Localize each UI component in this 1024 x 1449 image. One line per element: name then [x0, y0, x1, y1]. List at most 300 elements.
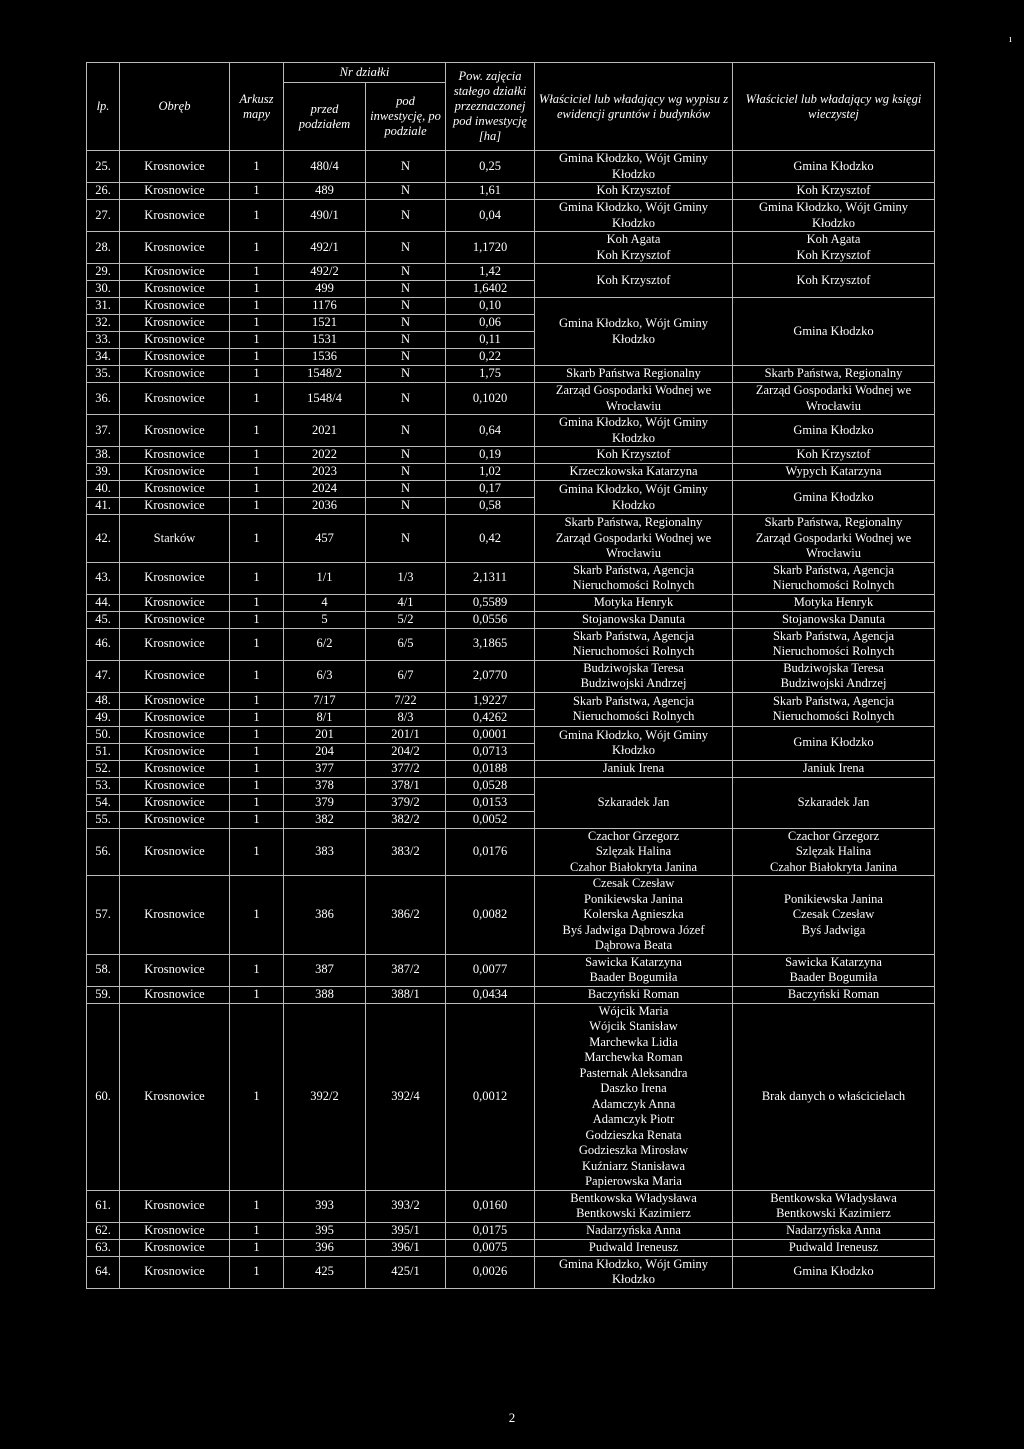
cell-wlasciciel-ksiega: Brak danych o właścicielach [733, 1003, 935, 1190]
header-obreb: Obręb [120, 63, 230, 151]
cell-pod-inwestycje: N [366, 415, 446, 447]
cell-wlasciciel-ksiega: Pudwald Ireneusz [733, 1239, 935, 1256]
cell-pod-inwestycje: 382/2 [366, 811, 446, 828]
cell-wlasciciel-ksiega: Koh Krzysztof [733, 447, 935, 464]
cell-arkusz: 1 [230, 709, 284, 726]
cell-arkusz: 1 [230, 464, 284, 481]
cell-pod-inwestycje: N [366, 349, 446, 366]
cell-przed-podzialem: 1/1 [284, 562, 366, 594]
table-row [87, 954, 935, 986]
cell-arkusz: 1 [230, 298, 284, 315]
table-row [87, 481, 935, 498]
cell-pow: 0,0075 [446, 1239, 535, 1256]
cell-pow: 1,9227 [446, 692, 535, 709]
cell-przed-podzialem: 1521 [284, 315, 366, 332]
cell-lp: 40. [87, 481, 120, 498]
cell-wlasciciel-ksiega: Czachor Grzegorz Szlęzak Halina Czahor Białokryta Janina [733, 828, 935, 876]
cell-arkusz: 1 [230, 332, 284, 349]
cell-pod-inwestycje: N [366, 332, 446, 349]
cell-przed-podzialem: 386 [284, 876, 366, 955]
cell-obreb: Krosnowice [120, 562, 230, 594]
cell-pow: 1,61 [446, 183, 535, 200]
cell-obreb: Krosnowice [120, 1239, 230, 1256]
cell-pod-inwestycje: N [366, 366, 446, 383]
cell-wlasciciel-ewidencja: Koh Krzysztof [535, 447, 733, 464]
table-row [87, 383, 935, 415]
cell-wlasciciel-ksiega: Koh Agata Koh Krzysztof [733, 232, 935, 264]
cell-arkusz: 1 [230, 447, 284, 464]
cell-wlasciciel-ewidencja: Bentkowska Władysława Bentkowski Kazimierz [535, 1190, 733, 1222]
cell-arkusz: 1 [230, 760, 284, 777]
cell-arkusz: 1 [230, 264, 284, 281]
cell-pow: 0,64 [446, 415, 535, 447]
cell-pow: 0,0012 [446, 1003, 535, 1190]
cell-arkusz: 1 [230, 660, 284, 692]
cell-obreb: Krosnowice [120, 594, 230, 611]
cell-pod-inwestycje: 393/2 [366, 1190, 446, 1222]
cell-arkusz: 1 [230, 481, 284, 498]
cell-pod-inwestycje: N [366, 264, 446, 281]
cell-pod-inwestycje: N [366, 464, 446, 481]
cell-obreb: Krosnowice [120, 415, 230, 447]
cell-pow: 1,6402 [446, 281, 535, 298]
cell-wlasciciel-ewidencja: Nadarzyńska Anna [535, 1222, 733, 1239]
cell-przed-podzialem: 378 [284, 777, 366, 794]
cell-wlasciciel-ewidencja: Wójcik Maria Wójcik Stanisław Marchewka Lidia Marchewka Roman Pasternak Aleksandra Daszko Irena Adamczyk Anna Adamczyk Piotr Godzieszka Renata Godzieszka Mirosław Kuźniarz Stanisława Papierowska Maria [535, 1003, 733, 1190]
cell-pow: 2,1311 [446, 562, 535, 594]
cell-obreb: Krosnowice [120, 1190, 230, 1222]
cell-wlasciciel-ksiega: Skarb Państwa, Regionalny [733, 366, 935, 383]
cell-lp: 44. [87, 594, 120, 611]
cell-przed-podzialem: 1548/4 [284, 383, 366, 415]
cell-przed-podzialem: 395 [284, 1222, 366, 1239]
header-przed-podzialem: przed podziałem [284, 83, 366, 151]
header-arkusz: Arkusz mapy [230, 63, 284, 151]
cell-wlasciciel-ksiega: Stojanowska Danuta [733, 611, 935, 628]
cell-przed-podzialem: 492/1 [284, 232, 366, 264]
table-row [87, 183, 935, 200]
cell-wlasciciel-ksiega: Gmina Kłodzko [733, 415, 935, 447]
cell-arkusz: 1 [230, 743, 284, 760]
table-row [87, 1222, 935, 1239]
cell-pod-inwestycje: N [366, 498, 446, 515]
cell-arkusz: 1 [230, 1222, 284, 1239]
cell-pow: 3,1865 [446, 628, 535, 660]
table-row [87, 562, 935, 594]
cell-wlasciciel-ewidencja: Skarb Państwa Regionalny [535, 366, 733, 383]
cell-obreb: Krosnowice [120, 986, 230, 1003]
cell-pod-inwestycje: N [366, 315, 446, 332]
cell-pow: 0,0176 [446, 828, 535, 876]
cell-przed-podzialem: 489 [284, 183, 366, 200]
cell-pod-inwestycje: 201/1 [366, 726, 446, 743]
cell-pow: 0,0434 [446, 986, 535, 1003]
cell-pod-inwestycje: 386/2 [366, 876, 446, 955]
cell-arkusz: 1 [230, 562, 284, 594]
table-row [87, 447, 935, 464]
cell-przed-podzialem: 383 [284, 828, 366, 876]
table-row [87, 611, 935, 628]
cell-pow: 0,58 [446, 498, 535, 515]
cell-obreb: Krosnowice [120, 726, 230, 743]
cell-przed-podzialem: 480/4 [284, 151, 366, 183]
cell-pow: 0,0713 [446, 743, 535, 760]
cell-przed-podzialem: 387 [284, 954, 366, 986]
cell-pow: 0,0175 [446, 1222, 535, 1239]
table-row [87, 1190, 935, 1222]
cell-pod-inwestycje: 377/2 [366, 760, 446, 777]
cell-obreb: Krosnowice [120, 794, 230, 811]
cell-pow: 0,0077 [446, 954, 535, 986]
cell-arkusz: 1 [230, 349, 284, 366]
cell-wlasciciel-ewidencja: Koh Krzysztof [535, 183, 733, 200]
cell-pod-inwestycje: 387/2 [366, 954, 446, 986]
cell-wlasciciel-ewidencja: Budziwojska Teresa Budziwojski Andrzej [535, 660, 733, 692]
cell-obreb: Krosnowice [120, 611, 230, 628]
cell-wlasciciel-ksiega: Koh Krzysztof [733, 183, 935, 200]
cell-wlasciciel-ewidencja: Gmina Kłodzko, Wójt Gminy Kłodzko [535, 151, 733, 183]
table-row [87, 876, 935, 955]
cell-wlasciciel-ksiega: Gmina Kłodzko [733, 481, 935, 515]
cell-wlasciciel-ewidencja: Gmina Kłodzko, Wójt Gminy Kłodzko [535, 481, 733, 515]
table-row [87, 726, 935, 743]
cell-przed-podzialem: 499 [284, 281, 366, 298]
cell-pow: 0,0153 [446, 794, 535, 811]
cell-obreb: Krosnowice [120, 447, 230, 464]
cell-obreb: Krosnowice [120, 811, 230, 828]
cell-obreb: Krosnowice [120, 1222, 230, 1239]
cell-arkusz: 1 [230, 628, 284, 660]
cell-obreb: Krosnowice [120, 232, 230, 264]
parcel-table [86, 62, 935, 1289]
cell-pod-inwestycje: N [366, 200, 446, 232]
header-wlasciciel-ksiega: Właściciel lub władający wg księgi wieczystej [733, 63, 935, 151]
page-number: 2 [508, 1410, 516, 1425]
cell-pow: 0,25 [446, 151, 535, 183]
cell-pow: 0,0188 [446, 760, 535, 777]
cell-wlasciciel-ksiega: Gmina Kłodzko [733, 1256, 935, 1288]
cell-pod-inwestycje: N [366, 447, 446, 464]
cell-pow: 0,0528 [446, 777, 535, 794]
cell-lp: 53. [87, 777, 120, 794]
cell-lp: 48. [87, 692, 120, 709]
cell-pow: 0,5589 [446, 594, 535, 611]
table-row [87, 200, 935, 232]
cell-arkusz: 1 [230, 151, 284, 183]
cell-wlasciciel-ewidencja: Pudwald Ireneusz [535, 1239, 733, 1256]
cell-wlasciciel-ewidencja: Gmina Kłodzko, Wójt Gminy Kłodzko [535, 415, 733, 447]
cell-przed-podzialem: 8/1 [284, 709, 366, 726]
cell-lp: 59. [87, 986, 120, 1003]
cell-lp: 56. [87, 828, 120, 876]
header-pow: Pow. zajęcia stałego działki przeznaczonej pod inwestycję [ha] [446, 63, 535, 151]
cell-obreb: Krosnowice [120, 264, 230, 281]
cell-obreb: Krosnowice [120, 332, 230, 349]
cell-obreb: Krosnowice [120, 151, 230, 183]
cell-obreb: Krosnowice [120, 481, 230, 498]
cell-lp: 61. [87, 1190, 120, 1222]
cell-wlasciciel-ksiega: Gmina Kłodzko, Wójt Gminy Kłodzko [733, 200, 935, 232]
cell-lp: 28. [87, 232, 120, 264]
cell-lp: 38. [87, 447, 120, 464]
cell-pod-inwestycje: 425/1 [366, 1256, 446, 1288]
cell-przed-podzialem: 1548/2 [284, 366, 366, 383]
cell-przed-podzialem: 1531 [284, 332, 366, 349]
cell-pod-inwestycje: 392/4 [366, 1003, 446, 1190]
cell-pow: 0,04 [446, 200, 535, 232]
header-nr-dzialki: Nr działki [284, 63, 446, 83]
table-row [87, 692, 935, 709]
cell-wlasciciel-ewidencja: Skarb Państwa, Agencja Nieruchomości Rolnych [535, 692, 733, 726]
cell-arkusz: 1 [230, 383, 284, 415]
cell-pod-inwestycje: N [366, 151, 446, 183]
table-body [87, 151, 935, 1289]
cell-arkusz: 1 [230, 876, 284, 955]
cell-pod-inwestycje: 388/1 [366, 986, 446, 1003]
table-row [87, 298, 935, 315]
cell-wlasciciel-ewidencja: Gmina Kłodzko, Wójt Gminy Kłodzko [535, 1256, 733, 1288]
cell-wlasciciel-ksiega: Motyka Henryk [733, 594, 935, 611]
cell-obreb: Krosnowice [120, 464, 230, 481]
cell-pow: 0,10 [446, 298, 535, 315]
cell-pow: 0,0556 [446, 611, 535, 628]
cell-wlasciciel-ewidencja: Skarb Państwa, Regionalny Zarząd Gospodarki Wodnej we Wrocławiu [535, 515, 733, 563]
cell-wlasciciel-ksiega: Skarb Państwa, Agencja Nieruchomości Rolnych [733, 562, 935, 594]
cell-pod-inwestycje: 4/1 [366, 594, 446, 611]
cell-wlasciciel-ksiega: Skarb Państwa, Agencja Nieruchomości Rolnych [733, 692, 935, 726]
cell-wlasciciel-ewidencja: Stojanowska Danuta [535, 611, 733, 628]
table-row [87, 777, 935, 794]
cell-wlasciciel-ewidencja: Koh Agata Koh Krzysztof [535, 232, 733, 264]
cell-wlasciciel-ksiega: Gmina Kłodzko [733, 151, 935, 183]
cell-obreb: Krosnowice [120, 743, 230, 760]
cell-lp: 60. [87, 1003, 120, 1190]
cell-arkusz: 1 [230, 1239, 284, 1256]
table-row [87, 660, 935, 692]
cell-wlasciciel-ksiega: Skarb Państwa, Agencja Nieruchomości Rolnych [733, 628, 935, 660]
cell-arkusz: 1 [230, 692, 284, 709]
cell-wlasciciel-ksiega: Skarb Państwa, Regionalny Zarząd Gospodarki Wodnej we Wrocławiu [733, 515, 935, 563]
cell-przed-podzialem: 2021 [284, 415, 366, 447]
cell-lp: 37. [87, 415, 120, 447]
cell-przed-podzialem: 490/1 [284, 200, 366, 232]
cell-obreb: Krosnowice [120, 954, 230, 986]
cell-lp: 39. [87, 464, 120, 481]
cell-pod-inwestycje: 395/1 [366, 1222, 446, 1239]
cell-wlasciciel-ewidencja: Skarb Państwa, Agencja Nieruchomości Rolnych [535, 562, 733, 594]
cell-arkusz: 1 [230, 200, 284, 232]
cell-wlasciciel-ewidencja: Baczyński Roman [535, 986, 733, 1003]
cell-przed-podzialem: 7/17 [284, 692, 366, 709]
cell-obreb: Krosnowice [120, 498, 230, 515]
cell-arkusz: 1 [230, 1190, 284, 1222]
cell-arkusz: 1 [230, 515, 284, 563]
cell-lp: 32. [87, 315, 120, 332]
cell-pod-inwestycje: 6/5 [366, 628, 446, 660]
cell-przed-podzialem: 457 [284, 515, 366, 563]
cell-wlasciciel-ksiega: Bentkowska Władysława Bentkowski Kazimierz [733, 1190, 935, 1222]
cell-wlasciciel-ksiega: Szkaradek Jan [733, 777, 935, 828]
cell-obreb: Krosnowice [120, 349, 230, 366]
cell-obreb: Krosnowice [120, 1003, 230, 1190]
cell-arkusz: 1 [230, 315, 284, 332]
cell-pow: 0,06 [446, 315, 535, 332]
cell-przed-podzialem: 6/2 [284, 628, 366, 660]
cell-lp: 49. [87, 709, 120, 726]
cell-wlasciciel-ewidencja: Gmina Kłodzko, Wójt Gminy Kłodzko [535, 200, 733, 232]
cell-pow: 0,0082 [446, 876, 535, 955]
cell-obreb: Krosnowice [120, 709, 230, 726]
cell-arkusz: 1 [230, 611, 284, 628]
table-row [87, 151, 935, 183]
cell-wlasciciel-ksiega: Baczyński Roman [733, 986, 935, 1003]
table-row [87, 464, 935, 481]
cell-arkusz: 1 [230, 232, 284, 264]
cell-przed-podzialem: 204 [284, 743, 366, 760]
cell-pod-inwestycje: 396/1 [366, 1239, 446, 1256]
cell-arkusz: 1 [230, 594, 284, 611]
table-row [87, 1239, 935, 1256]
cell-arkusz: 1 [230, 794, 284, 811]
cell-lp: 29. [87, 264, 120, 281]
cell-pod-inwestycje: 1/3 [366, 562, 446, 594]
cell-pod-inwestycje: 383/2 [366, 828, 446, 876]
cell-lp: 63. [87, 1239, 120, 1256]
cell-lp: 33. [87, 332, 120, 349]
cell-arkusz: 1 [230, 498, 284, 515]
cell-lp: 55. [87, 811, 120, 828]
cell-lp: 35. [87, 366, 120, 383]
cell-pod-inwestycje: N [366, 481, 446, 498]
table-row [87, 1256, 935, 1288]
cell-przed-podzialem: 425 [284, 1256, 366, 1288]
table-row [87, 628, 935, 660]
cell-pod-inwestycje: 7/22 [366, 692, 446, 709]
cell-wlasciciel-ksiega: Ponikiewska Janina Czesak Czesław Byś Jadwiga [733, 876, 935, 955]
cell-przed-podzialem: 396 [284, 1239, 366, 1256]
cell-arkusz: 1 [230, 281, 284, 298]
cell-lp: 30. [87, 281, 120, 298]
cell-przed-podzialem: 379 [284, 794, 366, 811]
cell-obreb: Krosnowice [120, 692, 230, 709]
cell-lp: 41. [87, 498, 120, 515]
header-pod-inwestycje: pod inwestycję, po podziale [366, 83, 446, 151]
cell-obreb: Krosnowice [120, 200, 230, 232]
cell-wlasciciel-ksiega: Gmina Kłodzko [733, 726, 935, 760]
cell-pod-inwestycje: N [366, 281, 446, 298]
cell-wlasciciel-ksiega: Zarząd Gospodarki Wodnej we Wrocławiu [733, 383, 935, 415]
table-row [87, 366, 935, 383]
cell-lp: 47. [87, 660, 120, 692]
cell-wlasciciel-ewidencja: Zarząd Gospodarki Wodnej we Wrocławiu [535, 383, 733, 415]
cell-wlasciciel-ksiega: Wypych Katarzyna [733, 464, 935, 481]
cell-wlasciciel-ewidencja: Szkaradek Jan [535, 777, 733, 828]
cell-wlasciciel-ksiega: Nadarzyńska Anna [733, 1222, 935, 1239]
cell-wlasciciel-ewidencja: Czesak Czesław Ponikiewska Janina Kolerska Agnieszka Byś Jadwiga Dąbrowa Józef Dąbrowa Beata [535, 876, 733, 955]
cell-przed-podzialem: 2023 [284, 464, 366, 481]
cell-wlasciciel-ksiega: Koh Krzysztof [733, 264, 935, 298]
cell-pod-inwestycje: 204/2 [366, 743, 446, 760]
cell-lp: 43. [87, 562, 120, 594]
cell-obreb: Krosnowice [120, 298, 230, 315]
cell-przed-podzialem: 6/3 [284, 660, 366, 692]
cell-pow: 0,22 [446, 349, 535, 366]
header-wlasciciel-ewidencja: Właściciel lub władający wg wypisu z ewidencji gruntów i budynków [535, 63, 733, 151]
cell-pow: 1,1720 [446, 232, 535, 264]
cell-arkusz: 1 [230, 1256, 284, 1288]
cell-przed-podzialem: 2036 [284, 498, 366, 515]
cell-pow: 0,0160 [446, 1190, 535, 1222]
cell-lp: 27. [87, 200, 120, 232]
cell-obreb: Krosnowice [120, 777, 230, 794]
cell-obreb: Krosnowice [120, 315, 230, 332]
cell-przed-podzialem: 1536 [284, 349, 366, 366]
cell-arkusz: 1 [230, 828, 284, 876]
cell-arkusz: 1 [230, 366, 284, 383]
cell-pow: 1,75 [446, 366, 535, 383]
cell-przed-podzialem: 492/2 [284, 264, 366, 281]
cell-wlasciciel-ewidencja: Koh Krzysztof [535, 264, 733, 298]
cell-lp: 58. [87, 954, 120, 986]
cell-wlasciciel-ksiega: Sawicka Katarzyna Baader Bogumiła [733, 954, 935, 986]
cell-obreb: Krosnowice [120, 876, 230, 955]
cell-arkusz: 1 [230, 986, 284, 1003]
cell-wlasciciel-ksiega: Janiuk Irena [733, 760, 935, 777]
table-row [87, 828, 935, 876]
cell-pod-inwestycje: N [366, 515, 446, 563]
cell-przed-podzialem: 1176 [284, 298, 366, 315]
cell-przed-podzialem: 201 [284, 726, 366, 743]
cell-arkusz: 1 [230, 726, 284, 743]
cell-obreb: Krosnowice [120, 628, 230, 660]
cell-pod-inwestycje: N [366, 298, 446, 315]
cell-pow: 0,42 [446, 515, 535, 563]
cell-lp: 36. [87, 383, 120, 415]
corner-mark: ı [1009, 34, 1012, 45]
table-row [87, 232, 935, 264]
table-row [87, 515, 935, 563]
header-lp: lp. [87, 63, 120, 151]
table-row [87, 986, 935, 1003]
table-row [87, 264, 935, 281]
cell-pow: 1,02 [446, 464, 535, 481]
cell-wlasciciel-ewidencja: Gmina Kłodzko, Wójt Gminy Kłodzko [535, 298, 733, 366]
cell-lp: 62. [87, 1222, 120, 1239]
cell-pod-inwestycje: 8/3 [366, 709, 446, 726]
cell-wlasciciel-ksiega: Budziwojska Teresa Budziwojski Andrzej [733, 660, 935, 692]
cell-przed-podzialem: 2022 [284, 447, 366, 464]
cell-obreb: Krosnowice [120, 183, 230, 200]
table-row [87, 1003, 935, 1190]
cell-lp: 57. [87, 876, 120, 955]
cell-lp: 54. [87, 794, 120, 811]
cell-lp: 64. [87, 1256, 120, 1288]
cell-pod-inwestycje: 5/2 [366, 611, 446, 628]
cell-wlasciciel-ewidencja: Czachor Grzegorz Szlęzak Halina Czahor Białokryta Janina [535, 828, 733, 876]
cell-lp: 46. [87, 628, 120, 660]
cell-lp: 31. [87, 298, 120, 315]
cell-pod-inwestycje: 379/2 [366, 794, 446, 811]
cell-pow: 0,0052 [446, 811, 535, 828]
cell-pow: 0,1020 [446, 383, 535, 415]
table-row [87, 594, 935, 611]
cell-obreb: Krosnowice [120, 828, 230, 876]
cell-przed-podzialem: 5 [284, 611, 366, 628]
cell-obreb: Krosnowice [120, 1256, 230, 1288]
cell-lp: 25. [87, 151, 120, 183]
cell-wlasciciel-ewidencja: Skarb Państwa, Agencja Nieruchomości Rolnych [535, 628, 733, 660]
cell-pod-inwestycje: 378/1 [366, 777, 446, 794]
